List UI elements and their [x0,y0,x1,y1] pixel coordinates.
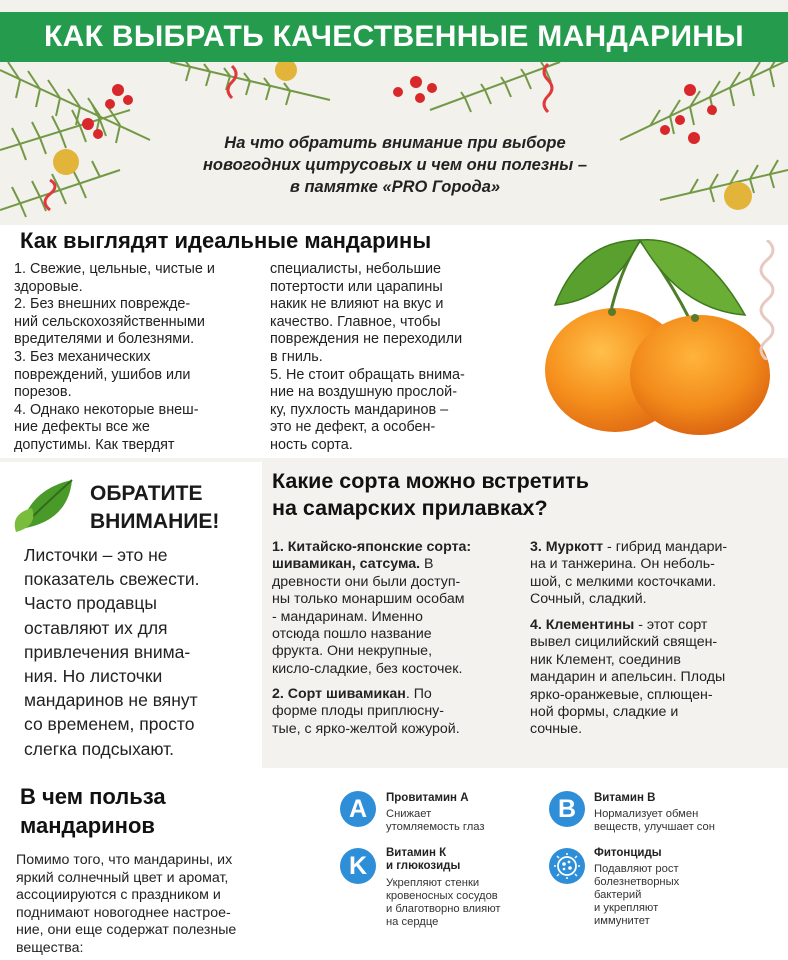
text-line: ассоциируются с праздником и [16,887,221,903]
benefits-title-line: мандаринов [20,813,155,838]
vitamin-b-badge [549,791,585,827]
text-line: специалисты, небольшие [270,261,442,277]
text-line: Часто продавцы [24,593,157,614]
phytoncides-description [594,863,774,928]
leaf-icon [10,474,80,544]
vitamin-a-badge [340,791,376,827]
vitamin-letter: K [348,851,368,880]
ribbon-decoration [752,240,782,360]
attention-text [24,543,239,761]
variety-bold-text: 4. Клементины [530,617,635,633]
text-line: показатель свежести. [24,569,200,590]
text-line: древности они были доступ- [272,573,461,590]
text-line: потертости или царапины [270,278,443,295]
text-line: 2. Без внешних поврежде- [14,296,191,313]
text-line: болезнетворных [594,876,680,888]
text-line: оставляют их для [24,617,168,638]
variety-item-2 [272,686,516,738]
text-line: кисло-сладкие, без косточек. [272,660,463,677]
text-line: ны только монаршим особам [272,591,465,608]
text-line: шой, с мелкими косточками. [530,573,717,590]
variety-bold-text: шивамикан, сатсума. [272,556,421,573]
mandarins-illustration [540,230,780,440]
text-line: кровеносных сосудов [386,890,498,902]
vitamin-name-line: Провитамин А [386,792,469,804]
benefits-title [20,782,280,840]
ideal-section-title: Как выглядят идеальные мандарины [20,228,432,253]
text-line: вредителями и болезнями. [14,331,195,348]
text-line: тые, с ярко-желтой кожурой. [272,720,460,737]
text-fragment: - этот сорт [634,617,708,633]
text-line: форме плоды приплюсну- [272,703,445,720]
vitamin-a-description [386,808,536,834]
text-line: мандаринов не вянут [24,690,198,711]
text-line: со временем, просто [24,714,195,735]
text-line: Укрепляют стенки [386,877,480,889]
text-line: вывел сицилийский священ- [530,634,718,651]
fruit-stalk [691,314,699,322]
text-line: на сердце [386,916,439,928]
text-line: отсюда пошло название [272,626,432,643]
text-line: утомляемость глаз [386,821,485,833]
leaf [555,240,640,305]
variety-bold-text: 3. Муркотт [530,539,604,555]
vitamin-k-name [386,847,546,873]
text-line: ярко-оранжевые, сплющен- [530,686,713,703]
vitamin-name-line: Витамин В [594,792,656,804]
ideal-text-column-2 [270,261,512,455]
text-line: и благотворно влияют [386,903,501,915]
text-line: мандарин и апельсин. Плоды [530,669,726,686]
text-line: 3. Без механических [14,348,151,365]
text-line: на и танжерина. Он неболь- [530,556,715,573]
benefits-text [16,852,312,957]
vitamin-b-name [594,792,774,805]
text-line: фрукта. Они некрупные, [272,643,433,660]
phytoncides-badge [549,848,585,884]
variety-bold-text: 1. Китайско-японские сорта: [272,539,472,555]
phytoncides-name [594,847,774,860]
varieties-title [272,468,772,522]
text-fragment: . По [405,686,432,702]
text-line: Нормализует обмен [594,808,699,820]
text-line: Подавляют рост [594,863,679,875]
text-line: качество. Главное, чтобы [270,313,441,330]
varieties-title-line: Какие сорта можно встретить [272,469,589,493]
ideal-text-column-1 [14,261,254,455]
bacteria-icon [554,853,580,879]
subtitle-line: новогодних цитрусовых и чем они полезны – [202,156,588,174]
text-line: порезов. [14,384,72,401]
attention-title-line: ВНИМАНИЕ! [90,510,220,533]
text-fragment: В [420,556,434,573]
variety-item-1 [272,539,516,678]
text-line: 4. Однако некоторые внеш- [14,401,199,418]
text-line: повреждений, ушибов или [14,366,191,383]
text-line: и укрепляют [594,902,659,914]
text-line: вещества: [16,939,84,956]
fruit-stalk [608,308,616,316]
vitamin-letter: A [348,794,368,823]
title-banner [0,12,788,62]
text-line: поднимают новогоднее настрое- [16,904,231,921]
text-line: здоровые. [14,278,83,295]
text-line: в гниль. [270,348,323,365]
text-line: 1. Свежие, цельные, чистые и [14,261,215,277]
vitamin-name-line: Фитонциды [594,847,662,859]
text-line: это не дефект, а особен- [270,419,436,436]
varieties-title-line: на самарских прилавках? [272,496,548,520]
text-line: бактерий [594,889,642,901]
text-line: слегка подсыхают. [24,738,175,759]
text-line: ний сельскохозяйственными [14,313,205,330]
text-line: Помимо того, что мандарины, их [16,852,233,868]
text-line: сочные. [530,721,583,738]
benefits-title-line: В чем польза [20,784,166,809]
mandarin-fruit [630,315,770,435]
variety-item-3 [530,539,774,609]
vitamin-k-badge [340,848,376,884]
vitamin-name-line: и глюкозиды [386,860,461,872]
text-line: ние на воздушную прослой- [270,384,458,401]
variety-item-4 [530,617,774,739]
vitamin-a-name [386,792,536,805]
page-title: КАК ВЫБРАТЬ КАЧЕСТВЕННЫЕ МАНДАРИНЫ [44,20,744,53]
leaf [640,240,745,315]
text-line: Снижает [386,808,432,820]
text-line: повреждения не переходили [270,331,463,348]
vitamin-b-description [594,808,774,834]
text-line: ку, пухлость мандаринов – [270,401,449,418]
text-line: яркий солнечный цвет и аромат, [16,869,229,886]
text-line: иммунитет [594,915,650,927]
text-line: Листочки – это не [24,545,168,565]
text-line: привлечения внима- [24,641,191,662]
text-line: 5. Не стоит обращать внима- [270,366,465,383]
text-line: ность сорта. [270,436,353,453]
variety-bold-text: 2. Сорт шивамикан [272,686,406,702]
text-line: ние дефекты все же [14,419,150,436]
text-line: ние, они еще содержат полезные [16,922,237,938]
attention-title [90,480,260,536]
text-line: накик не влияют на вкус и [270,296,444,313]
vitamin-letter: B [557,794,577,823]
attention-title-line: ОБРАТИТЕ [90,482,203,505]
subtitle-line: На что обратить внимание при выборе [224,134,566,152]
subtitle-line: в памятке «PRO Города» [289,178,501,196]
text-line: ной формы, сладкие и [530,704,679,721]
text-line: Сочный, сладкий. [530,591,647,608]
text-line: - мандаринам. Именно [272,608,423,625]
text-fragment: - гибрид мандари- [603,539,728,555]
subtitle [160,132,630,198]
text-line: допустимы. Как твердят [14,436,175,453]
text-line: ник Клемент, соединив [530,651,681,668]
vitamin-k-description [386,877,546,929]
text-line: ния. Но листочки [24,666,163,687]
text-line: веществ, улучшает сон [594,821,715,833]
vitamin-name-line: Витамин К [386,847,447,859]
